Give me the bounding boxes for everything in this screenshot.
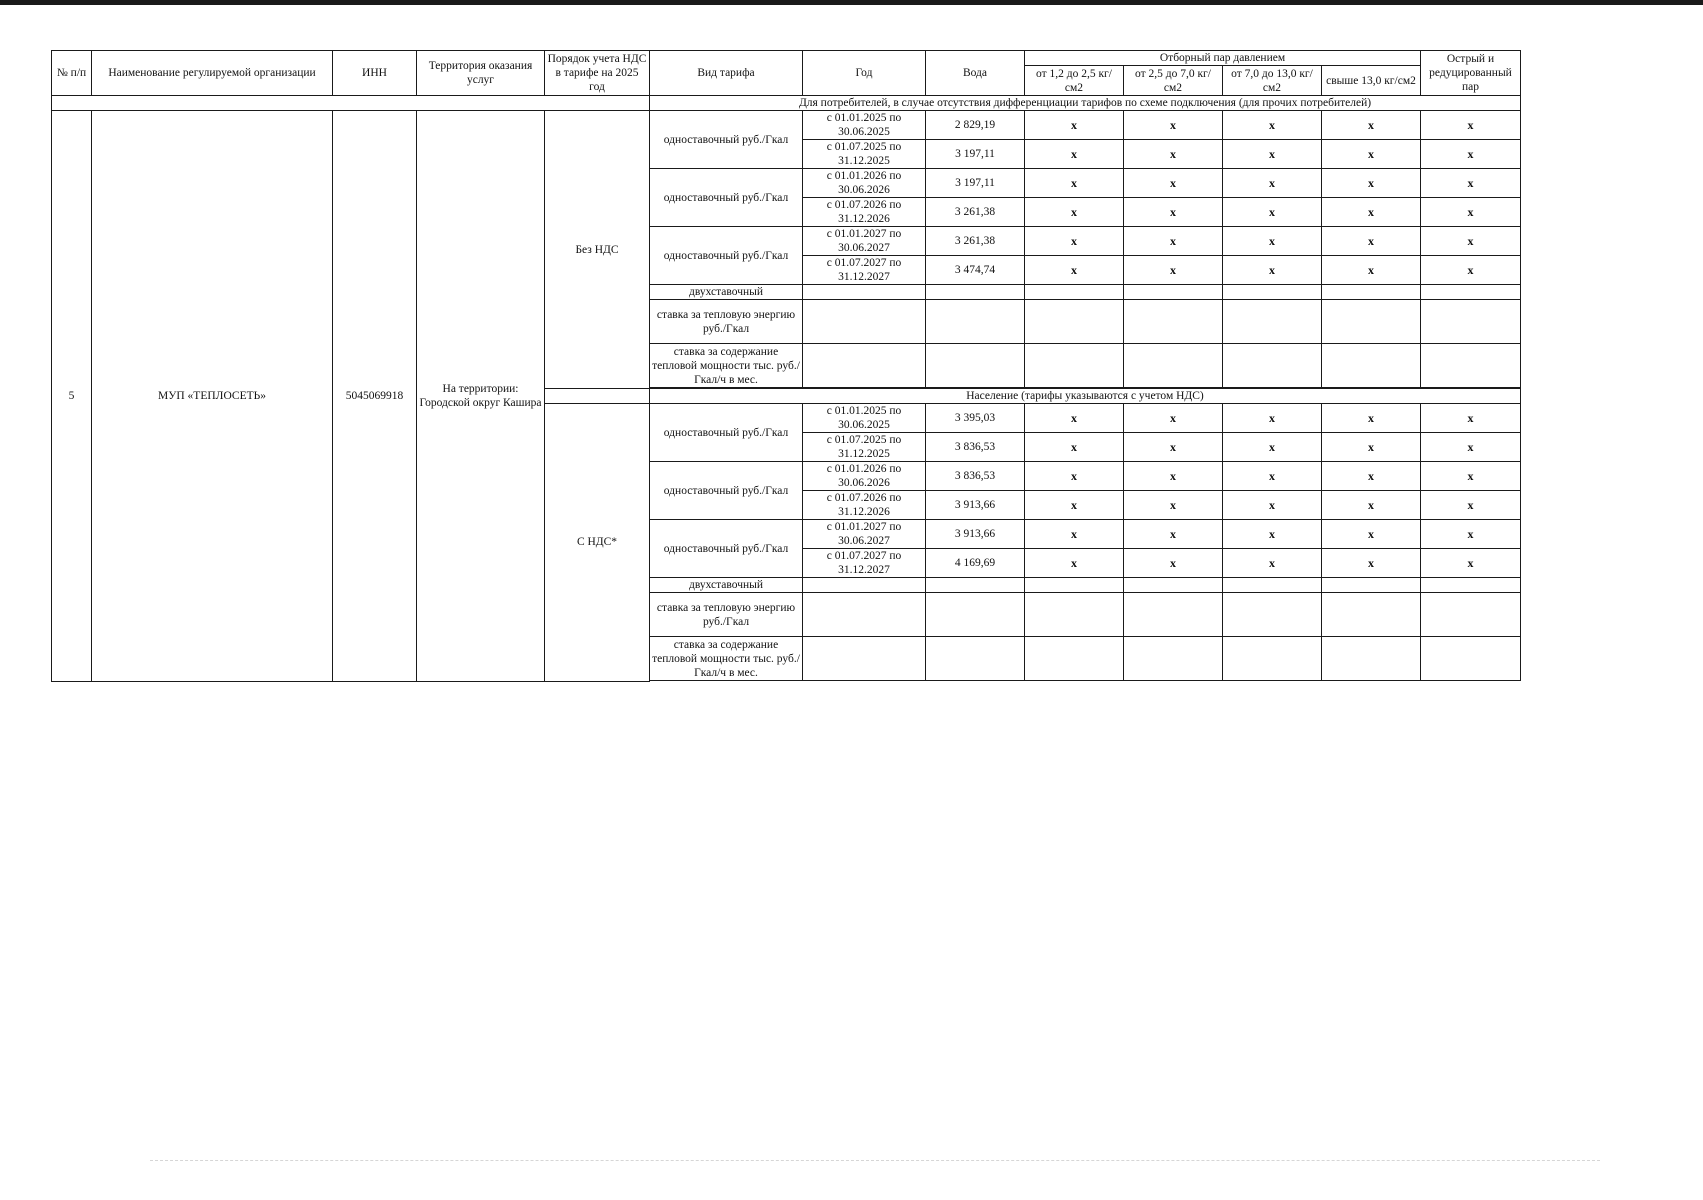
steam-mark: х	[1223, 462, 1322, 491]
period-year: с 01.07.2025 по 31.12.2025	[803, 140, 926, 169]
steam-mark: х	[1322, 140, 1421, 169]
period-year: с 01.07.2026 по 31.12.2026	[803, 491, 926, 520]
steam-mark: х	[1025, 549, 1124, 578]
energy-rate-label: ставка за тепловую энергию руб./Гкал	[650, 300, 803, 344]
header-steam-4: свыше 13,0 кг/см2	[1322, 66, 1421, 96]
steam-mark: х	[1223, 169, 1322, 198]
header-steam-group: Отборный пар давлением	[1025, 51, 1421, 66]
steam-mark: х	[1322, 462, 1421, 491]
sharp-steam-mark: х	[1421, 491, 1521, 520]
sharp-steam-mark: х	[1421, 549, 1521, 578]
band-population-blank	[545, 389, 650, 404]
sharp-steam-mark: х	[1421, 404, 1521, 433]
sharp-steam-mark: х	[1421, 520, 1521, 549]
header-tariff-type: Вид тарифа	[650, 51, 803, 96]
steam-mark: х	[1223, 256, 1322, 285]
period-year: с 01.07.2027 по 31.12.2027	[803, 256, 926, 285]
steam-mark: х	[1124, 227, 1223, 256]
steam-mark: х	[1223, 433, 1322, 462]
steam-mark: х	[1124, 140, 1223, 169]
header-vat: Порядок учета НДС в тарифе на 2025 год	[545, 51, 650, 96]
steam-mark: х	[1124, 462, 1223, 491]
header-steam-1: от 1,2 до 2,5 кг/см2	[1025, 66, 1124, 96]
org-name: МУП «ТЕПЛОСЕТЬ»	[92, 111, 333, 682]
steam-mark: х	[1322, 433, 1421, 462]
header-territory: Территория оказания услуг	[417, 51, 545, 96]
capacity-rate-label: ставка за содержание тепловой мощности тыс. руб./Гкал/ч в мес.	[650, 344, 803, 388]
steam-mark: х	[1322, 256, 1421, 285]
sharp-steam-mark: х	[1421, 169, 1521, 198]
steam-mark: х	[1124, 433, 1223, 462]
steam-mark: х	[1025, 169, 1124, 198]
two-rate-label: двухставочный	[650, 285, 803, 300]
steam-mark: х	[1322, 520, 1421, 549]
single-rate-label: одноставочный руб./Гкал	[650, 227, 803, 285]
single-rate-label: одноставочный руб./Гкал	[650, 169, 803, 227]
period-year: с 01.07.2026 по 31.12.2026	[803, 198, 926, 227]
period-year: с 01.07.2025 по 31.12.2025	[803, 433, 926, 462]
scan-top-edge	[0, 0, 1703, 5]
steam-mark: х	[1223, 404, 1322, 433]
water-value: 3 474,74	[926, 256, 1025, 285]
steam-mark: х	[1223, 520, 1322, 549]
steam-mark: х	[1025, 198, 1124, 227]
steam-mark: х	[1322, 169, 1421, 198]
scan-noise-line	[150, 1160, 1600, 1163]
single-rate-label: одноставочный руб./Гкал	[650, 462, 803, 520]
org-inn: 5045069918	[333, 111, 417, 682]
capacity-rate-label: ставка за содержание тепловой мощности тыс. руб./Гкал/ч в мес.	[650, 637, 803, 681]
water-value: 3 197,11	[926, 140, 1025, 169]
period-year: с 01.01.2025 по 30.06.2025	[803, 404, 926, 433]
steam-mark: х	[1124, 520, 1223, 549]
period-year: с 01.01.2026 по 30.06.2026	[803, 462, 926, 491]
water-value: 3 836,53	[926, 433, 1025, 462]
sharp-steam-mark: х	[1421, 462, 1521, 491]
sharp-steam-mark: х	[1421, 433, 1521, 462]
steam-mark: х	[1223, 549, 1322, 578]
steam-mark: х	[1223, 111, 1322, 140]
single-rate-label: одноставочный руб./Гкал	[650, 520, 803, 578]
steam-mark: х	[1223, 227, 1322, 256]
steam-mark: х	[1322, 111, 1421, 140]
steam-mark: х	[1025, 404, 1124, 433]
header-sharp-steam: Острый и редуцированный пар	[1421, 51, 1521, 96]
steam-mark: х	[1025, 433, 1124, 462]
water-value: 4 169,69	[926, 549, 1025, 578]
steam-mark: х	[1124, 198, 1223, 227]
header-year: Год	[803, 51, 926, 96]
steam-mark: х	[1322, 549, 1421, 578]
territory: На территории: Городской округ Кашира	[417, 111, 545, 682]
water-value: 3 261,38	[926, 198, 1025, 227]
steam-mark: х	[1025, 140, 1124, 169]
two-rate-label: двухставочный	[650, 578, 803, 593]
steam-mark: х	[1124, 549, 1223, 578]
tariff-table	[51, 50, 1521, 682]
header-num: № п/п	[52, 51, 92, 96]
vat-label-with: С НДС*	[545, 404, 650, 682]
steam-mark: х	[1025, 462, 1124, 491]
period-year: с 01.07.2027 по 31.12.2027	[803, 549, 926, 578]
steam-mark: х	[1025, 111, 1124, 140]
period-year: с 01.01.2026 по 30.06.2026	[803, 169, 926, 198]
single-rate-label: одноставочный руб./Гкал	[650, 111, 803, 169]
water-value: 3 395,03	[926, 404, 1025, 433]
sharp-steam-mark: х	[1421, 111, 1521, 140]
steam-mark: х	[1124, 169, 1223, 198]
steam-mark: х	[1223, 198, 1322, 227]
steam-mark: х	[1223, 140, 1322, 169]
steam-mark: х	[1124, 491, 1223, 520]
band-other-consumers: Для потребителей, в случае отсутствия дифференциации тарифов по схеме подключения (для прочих потребителей)	[650, 96, 1521, 111]
period-year: с 01.01.2027 по 30.06.2027	[803, 520, 926, 549]
header-steam-3: от 7,0 до 13,0 кг/см2	[1223, 66, 1322, 96]
header-org: Наименование регулируемой организации	[92, 51, 333, 96]
band-other-blank	[52, 96, 650, 111]
period-year: с 01.01.2027 по 30.06.2027	[803, 227, 926, 256]
energy-rate-label: ставка за тепловую энергию руб./Гкал	[650, 593, 803, 637]
header-steam-2: от 2,5 до 7,0 кг/см2	[1124, 66, 1223, 96]
water-value: 3 261,38	[926, 227, 1025, 256]
steam-mark: х	[1025, 491, 1124, 520]
water-value: 3 913,66	[926, 520, 1025, 549]
water-value: 3 197,11	[926, 169, 1025, 198]
steam-mark: х	[1025, 256, 1124, 285]
header-inn: ИНН	[333, 51, 417, 96]
steam-mark: х	[1124, 256, 1223, 285]
steam-mark: х	[1322, 404, 1421, 433]
steam-mark: х	[1025, 520, 1124, 549]
period-year: с 01.01.2025 по 30.06.2025	[803, 111, 926, 140]
steam-mark: х	[1322, 491, 1421, 520]
single-rate-label: одноставочный руб./Гкал	[650, 404, 803, 462]
steam-mark: х	[1322, 198, 1421, 227]
band-population: Население (тарифы указываются с учетом НДС)	[650, 389, 1521, 404]
sharp-steam-mark: х	[1421, 198, 1521, 227]
steam-mark: х	[1322, 227, 1421, 256]
header-water: Вода	[926, 51, 1025, 96]
water-value: 3 836,53	[926, 462, 1025, 491]
steam-mark: х	[1124, 111, 1223, 140]
sharp-steam-mark: х	[1421, 256, 1521, 285]
steam-mark: х	[1124, 404, 1223, 433]
steam-mark: х	[1223, 491, 1322, 520]
water-value: 2 829,19	[926, 111, 1025, 140]
steam-mark: х	[1025, 227, 1124, 256]
row-number: 5	[52, 111, 92, 682]
vat-label-without: Без НДС	[545, 111, 650, 389]
water-value: 3 913,66	[926, 491, 1025, 520]
sharp-steam-mark: х	[1421, 227, 1521, 256]
sharp-steam-mark: х	[1421, 140, 1521, 169]
